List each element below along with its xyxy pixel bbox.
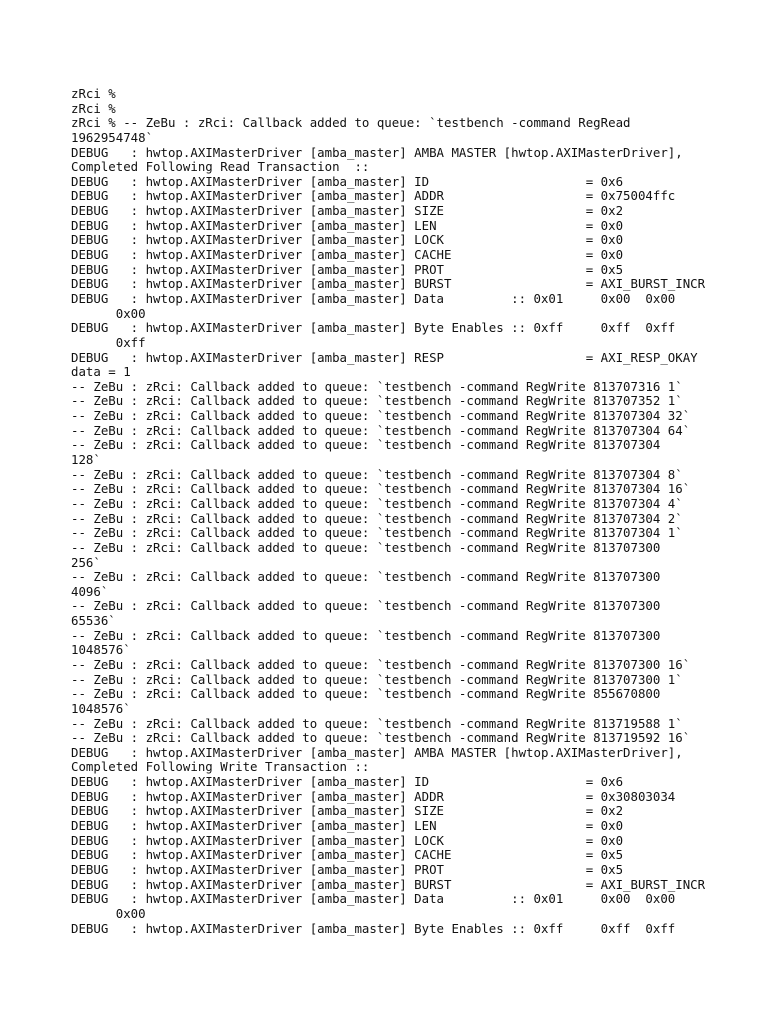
log-line: 256`	[71, 554, 101, 570]
log-line: DEBUG : hwtop.AXIMasterDriver [amba_master] ADDR = 0x30803034	[71, 788, 676, 804]
log-line: -- ZeBu : zRci: Callback added to queue: `testbench -command RegWrite 813719588 1`	[71, 715, 683, 731]
log-line: 128`	[71, 452, 101, 468]
log-line: DEBUG : hwtop.AXIMasterDriver [amba_master] PROT = 0x5	[71, 861, 624, 877]
log-line: -- ZeBu : zRci: Callback added to queue: `testbench -command RegWrite 813707300	[71, 539, 661, 555]
log-line: DEBUG : hwtop.AXIMasterDriver [amba_master] CACHE = 0x0	[71, 247, 624, 263]
log-line: Completed Following Read Transaction ::	[71, 159, 370, 175]
log-line: DEBUG : hwtop.AXIMasterDriver [amba_master] RESP = AXI_RESP_OKAY	[71, 349, 698, 365]
log-line: -- ZeBu : zRci: Callback added to queue: `testbench -command RegWrite 813707304	[71, 437, 661, 453]
log-line: DEBUG : hwtop.AXIMasterDriver [amba_master] PROT = 0x5	[71, 261, 624, 277]
log-line: DEBUG : hwtop.AXIMasterDriver [amba_master] LEN = 0x0	[71, 217, 624, 233]
log-line: -- ZeBu : zRci: Callback added to queue: `testbench -command RegWrite 855670800	[71, 686, 661, 702]
log-line: 0x00	[71, 905, 146, 921]
log-line: -- ZeBu : zRci: Callback added to queue: `testbench -command RegWrite 813707304 2`	[71, 510, 683, 526]
log-line: DEBUG : hwtop.AXIMasterDriver [amba_master] ID = 0x6	[71, 173, 624, 189]
log-line: 4096`	[71, 583, 109, 599]
log-line: DEBUG : hwtop.AXIMasterDriver [amba_master] SIZE = 0x2	[71, 803, 624, 819]
log-line: -- ZeBu : zRci: Callback added to queue: `testbench -command RegWrite 813707304 64`	[71, 422, 691, 438]
log-line: -- ZeBu : zRci: Callback added to queue: `testbench -command RegWrite 813707300	[71, 598, 661, 614]
log-line: Completed Following Write Transaction ::	[71, 759, 370, 775]
log-line: DEBUG : hwtop.AXIMasterDriver [amba_master] BURST = AXI_BURST_INCR	[71, 876, 706, 892]
log-line: DEBUG : hwtop.AXIMasterDriver [amba_master] CACHE = 0x5	[71, 847, 624, 863]
log-line: DEBUG : hwtop.AXIMasterDriver [amba_master] AMBA MASTER [hwtop.AXIMasterDriver],	[71, 744, 683, 760]
log-line: DEBUG : hwtop.AXIMasterDriver [amba_master] Data :: 0x01 0x00 0x00	[71, 290, 676, 306]
log-line: DEBUG : hwtop.AXIMasterDriver [amba_master] AMBA MASTER [hwtop.AXIMasterDriver],	[71, 144, 683, 160]
log-line: DEBUG : hwtop.AXIMasterDriver [amba_master] ADDR = 0x75004ffc	[71, 188, 676, 204]
log-line: -- ZeBu : zRci: Callback added to queue: `testbench -command RegWrite 813719592 16`	[71, 730, 691, 746]
log-line: -- ZeBu : zRci: Callback added to queue: `testbench -command RegWrite 813707316 1`	[71, 378, 683, 394]
log-line: -- ZeBu : zRci: Callback added to queue: `testbench -command RegWrite 813707304 8`	[71, 466, 683, 482]
log-line: -- ZeBu : zRci: Callback added to queue: `testbench -command RegWrite 813707304 16`	[71, 481, 691, 497]
log-line: 1048576`	[71, 642, 131, 658]
log-line: 1962954748`	[71, 129, 154, 145]
log-line: DEBUG : hwtop.AXIMasterDriver [amba_master] LEN = 0x0	[71, 818, 624, 834]
log-line: zRci %	[71, 86, 116, 101]
log-line: 65536`	[71, 613, 116, 629]
log-line: DEBUG : hwtop.AXIMasterDriver [amba_master] Byte Enables :: 0xff 0xff 0xff	[71, 920, 676, 936]
log-line: DEBUG : hwtop.AXIMasterDriver [amba_master] Byte Enables :: 0xff 0xff 0xff	[71, 320, 676, 336]
log-line: DEBUG : hwtop.AXIMasterDriver [amba_master] BURST = AXI_BURST_INCR	[71, 276, 706, 292]
log-line: zRci % -- ZeBu : zRci: Callback added to queue: `testbench -command RegRead	[71, 115, 631, 131]
log-line: 1048576`	[71, 700, 131, 716]
log-line: -- ZeBu : zRci: Callback added to queue: `testbench -command RegWrite 813707300 1`	[71, 671, 683, 687]
log-line: DEBUG : hwtop.AXIMasterDriver [amba_master] LOCK = 0x0	[71, 832, 624, 848]
log-line: zRci %	[71, 100, 116, 116]
log-line: -- ZeBu : zRci: Callback added to queue: `testbench -command RegWrite 813707300 16`	[71, 656, 691, 672]
log-line: -- ZeBu : zRci: Callback added to queue: `testbench -command RegWrite 813707304 32`	[71, 408, 691, 424]
log-line: -- ZeBu : zRci: Callback added to queue: `testbench -command RegWrite 813707352 1`	[71, 393, 683, 409]
log-line: 0xff	[71, 334, 146, 350]
log-line: DEBUG : hwtop.AXIMasterDriver [amba_master] LOCK = 0x0	[71, 232, 624, 248]
log-line: DEBUG : hwtop.AXIMasterDriver [amba_master] ID = 0x6	[71, 774, 624, 790]
log-line: DEBUG : hwtop.AXIMasterDriver [amba_master] Data :: 0x01 0x00 0x00	[71, 891, 676, 907]
log-line: -- ZeBu : zRci: Callback added to queue: `testbench -command RegWrite 813707300	[71, 627, 661, 643]
log-line: -- ZeBu : zRci: Callback added to queue: `testbench -command RegWrite 813707304 4`	[71, 495, 683, 511]
log-line: -- ZeBu : zRci: Callback added to queue: `testbench -command RegWrite 813707300	[71, 569, 661, 585]
log-line: -- ZeBu : zRci: Callback added to queue: `testbench -command RegWrite 813707304 1`	[71, 525, 683, 541]
terminal-log	[71, 87, 751, 936]
log-line: data = 1	[71, 364, 131, 380]
log-line: DEBUG : hwtop.AXIMasterDriver [amba_master] SIZE = 0x2	[71, 203, 624, 219]
log-line: 0x00	[71, 305, 146, 321]
